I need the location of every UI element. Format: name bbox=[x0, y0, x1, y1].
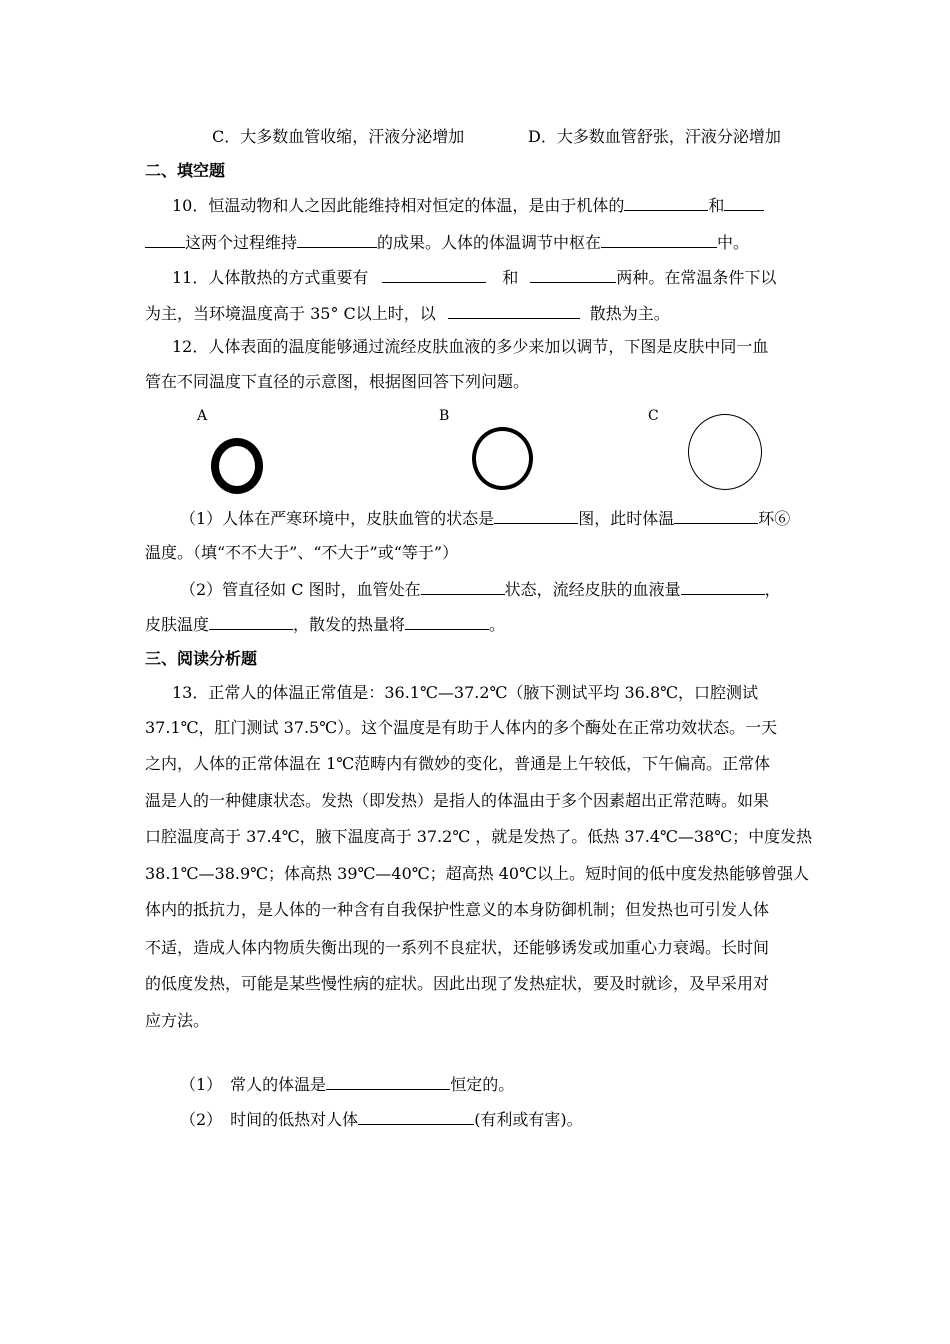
q10-text2: 和 bbox=[708, 196, 725, 215]
q13-line2: 37.1℃，肛门测试 37.5℃）。这个温度是有助于人体内的多个酶处在正常功效状态。一天 bbox=[145, 718, 778, 737]
q12-sub2-line2 bbox=[145, 613, 505, 635]
q13-sub1 bbox=[180, 1073, 514, 1095]
q10-line1 bbox=[172, 194, 764, 216]
q11-blank3[interactable] bbox=[448, 302, 580, 319]
option-d: D．大多数血管舒张，汗液分泌增加 bbox=[528, 127, 781, 146]
q10-text3: 这两个过程维持 bbox=[185, 233, 298, 252]
q13-s1-text2: 恒定的。 bbox=[450, 1075, 515, 1094]
q12-s2-blank2[interactable] bbox=[681, 578, 765, 595]
q11-line2 bbox=[145, 302, 670, 324]
q13-line7: 体内的抵抗力，是人体的一种含有自我保护性意义的本身防御机制；但发热也可引发人体 bbox=[145, 900, 770, 919]
vessel-a-constricted bbox=[211, 438, 263, 494]
vessel-c-dilated bbox=[688, 414, 762, 490]
q12-line2: 管在不同温度下直径的示意图，根据图回答下列问题。 bbox=[145, 372, 530, 391]
q13-line6: 38.1℃—38.9℃；体高热 39℃—40℃；超高热 40℃以上。短时间的低中度发热能够曾强人 bbox=[145, 864, 809, 883]
q11-text3: 两种。在常温条件下以 bbox=[616, 268, 777, 287]
q12-s2-text3: ， bbox=[764, 580, 781, 599]
q11-text1: 11．人体散热的方式重要有 bbox=[172, 268, 369, 287]
q12-s2-text6: 。 bbox=[489, 615, 506, 634]
q12-s1-text1: （1）人体在严寒环境中，皮肤血管的状态是 bbox=[180, 509, 495, 528]
q13-line5: 口腔温度高于 37.4℃，腋下温度高于 37.2℃ ，就是发热了。低热 37.4℃—38℃；中度发热 bbox=[145, 827, 813, 846]
q10-text4: 的成果。人体的体温调节中枢在 bbox=[377, 233, 602, 252]
q12-s2-text1: （2）管直径如 C 图时，血管处在 bbox=[180, 580, 421, 599]
q12-s1-blank2[interactable] bbox=[674, 507, 758, 524]
section-title-fill-blank: 二、填空题 bbox=[145, 161, 226, 180]
q10-blank3[interactable] bbox=[297, 231, 377, 248]
q10-blank2b[interactable] bbox=[145, 231, 185, 248]
vessel-b-normal bbox=[472, 427, 533, 490]
q13-line1: 13．正常人的体温正常值是：36.1℃—37.2℃（腋下测试平均 36.8℃，口腔测试 bbox=[172, 683, 759, 702]
q11-blank2[interactable] bbox=[530, 266, 616, 283]
q10-text1: 10．恒温动物和人之因此能维持相对恒定的体温，是由于机体的 bbox=[172, 196, 625, 215]
q12-s2-text5: ，散发的热量将 bbox=[293, 615, 406, 634]
q12-s1-text2: 图，此时体温 bbox=[578, 509, 675, 528]
section-title-reading: 三、阅读分析题 bbox=[145, 649, 258, 668]
q12-line1: 12．人体表面的温度能够通过流经皮肤血液的多少来加以调节，下图是皮肤中同一血 bbox=[172, 337, 769, 356]
q13-line4: 温是人的一种健康状态。发热（即发热）是指人的体温由于多个因素超出正常范畴。如果 bbox=[145, 791, 770, 810]
q12-s1-blank1[interactable] bbox=[494, 507, 578, 524]
q13-sub2 bbox=[180, 1108, 583, 1130]
q13-line3: 之内，人体的正常体温在 1℃范畴内有微妙的变化，普通是上午较低，下午偏高。正常体 bbox=[145, 754, 771, 773]
q12-s2-text2: 状态，流经皮肤的血液量 bbox=[504, 580, 681, 599]
q13-s1-blank[interactable] bbox=[326, 1073, 450, 1090]
q10-blank2a[interactable] bbox=[724, 194, 764, 211]
q11-text4: 为主，当环境温度高于 35° C以上时，以 bbox=[145, 304, 436, 323]
q11-blank1[interactable] bbox=[382, 266, 486, 283]
q13-s2-blank[interactable] bbox=[358, 1108, 474, 1125]
q12-s2-blank1[interactable] bbox=[421, 578, 505, 595]
figure-label-a: A bbox=[197, 408, 208, 424]
q11-line1 bbox=[172, 266, 776, 288]
q11-text2: 和 bbox=[502, 268, 519, 287]
figure-label-c: C bbox=[648, 408, 659, 424]
q10-text5: 中。 bbox=[717, 233, 750, 252]
q12-sub2-line1 bbox=[180, 578, 781, 600]
q12-s2-blank3[interactable] bbox=[209, 613, 293, 630]
q13-line8: 不适，造成人体内物质失衡出现的一系列不良症状，还能够诱发或加重心力衰竭。长时间 bbox=[145, 938, 770, 957]
q12-sub1-line1 bbox=[180, 507, 790, 529]
q12-s1-text3: 环⑥ bbox=[758, 509, 791, 528]
option-c: C．大多数血管收缩，汗液分泌增加 bbox=[212, 127, 465, 146]
q10-blank1[interactable] bbox=[624, 194, 708, 211]
q12-s2-text4: 皮肤温度 bbox=[145, 615, 210, 634]
q12-sub1-line2: 温度。（填“不不大于”、“不大于”或“等于”） bbox=[145, 543, 459, 562]
q10-line2 bbox=[145, 231, 749, 253]
q13-line9: 的低度发热，可能是某些慢性病的症状。因此出现了发热症状，要及时就诊，及早采用对 bbox=[145, 974, 770, 993]
q13-s2-text2: (有利或有害)。 bbox=[474, 1110, 583, 1129]
q13-s2-text1: （2） 时间的低热对人体 bbox=[180, 1110, 359, 1129]
q11-text5: 散热为主。 bbox=[589, 304, 670, 323]
q13-line10: 应方法。 bbox=[145, 1011, 210, 1030]
q13-s1-text1: （1） 常人的体温是 bbox=[180, 1075, 327, 1094]
q10-blank4[interactable] bbox=[601, 231, 717, 248]
figure-label-b: B bbox=[439, 408, 450, 424]
q12-s2-blank4[interactable] bbox=[405, 613, 489, 630]
